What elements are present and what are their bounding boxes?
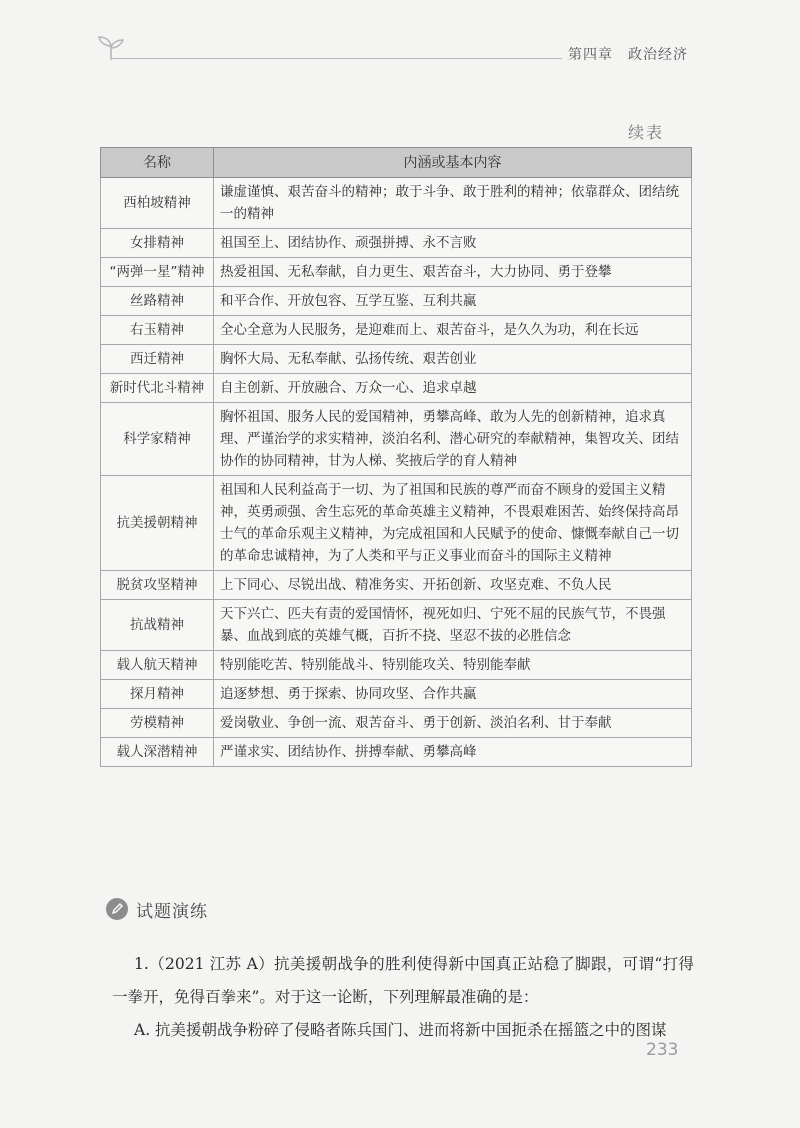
table-row	[101, 229, 692, 258]
row-name: 载人深潜精神	[101, 738, 214, 767]
row-name: 西迁精神	[101, 345, 214, 374]
row-content: 胸怀大局、无私奉献、弘扬传统、艰苦创业	[214, 345, 692, 374]
header-rule	[112, 58, 562, 59]
option-a: A. 抗美援朝战争粉碎了侵略者陈兵国门、进而将新中国扼杀在摇篮之中的图谋	[134, 1021, 667, 1039]
table-row	[101, 403, 692, 476]
row-name: 脱贫攻坚精神	[101, 571, 214, 600]
table-row	[101, 287, 692, 316]
row-name: 右玉精神	[101, 316, 214, 345]
pen-circle-icon	[106, 898, 128, 920]
row-name: “两弹一星”精神	[101, 258, 214, 287]
spirit-table	[100, 147, 692, 767]
header-content: 内涵或基本内容	[214, 148, 692, 178]
table-header-row	[101, 148, 692, 178]
row-name: 新时代北斗精神	[101, 374, 214, 403]
header-name: 名称	[101, 148, 214, 178]
row-content: 自主创新、开放融合、万众一心、追求卓越	[214, 374, 692, 403]
page-number: 233	[646, 1040, 679, 1060]
row-content: 祖国和人民利益高于一切、为了祖国和民族的尊严而奋不顾身的爱国主义精神，英勇顽强、舍生忘死的革命英雄主义精神，不畏艰难困苦、始终保持高昂士气的革命乐观主义精神，为完成祖国和人民赋予的使命、慷慨奉献自己一切的革命忠诚精神，为了人类和平与正义事业而奋斗的国际主义精神	[214, 476, 692, 571]
table-continued-label: 续表	[628, 123, 665, 142]
table-row	[101, 651, 692, 680]
table-row	[101, 345, 692, 374]
table-row	[101, 374, 692, 403]
table-row	[101, 476, 692, 571]
table-row	[101, 258, 692, 287]
table-row	[101, 316, 692, 345]
table-row	[101, 680, 692, 709]
row-content: 全心全意为人民服务，是迎难而上、艰苦奋斗，是久久为功，利在长远	[214, 316, 692, 345]
section-title: 试题演练	[136, 901, 208, 922]
row-content: 爱岗敬业、争创一流、艰苦奋斗、勇于创新、淡泊名利、甘于奉献	[214, 709, 692, 738]
row-content: 特别能吃苦、特别能战斗、特别能攻关、特别能奉献	[214, 651, 692, 680]
row-name: 载人航天精神	[101, 651, 214, 680]
chapter-title: 第四章 政治经济	[568, 47, 688, 63]
row-content: 和平合作、开放包容、互学互鉴、互利共赢	[214, 287, 692, 316]
section-heading	[106, 894, 208, 924]
table-row	[101, 709, 692, 738]
row-content: 热爱祖国、无私奉献，自力更生、艰苦奋斗，大力协同、勇于登攀	[214, 258, 692, 287]
row-content: 祖国至上、团结协作、顽强拼搏、永不言败	[214, 229, 692, 258]
row-name: 西柏坡精神	[101, 178, 214, 229]
row-name: 女排精神	[101, 229, 214, 258]
row-name: 抗美援朝精神	[101, 476, 214, 571]
row-name: 探月精神	[101, 680, 214, 709]
row-name: 科学家精神	[101, 403, 214, 476]
row-name: 丝路精神	[101, 287, 214, 316]
question-block	[112, 948, 694, 1047]
table-row	[101, 600, 692, 651]
row-content: 谦虚谨慎、艰苦奋斗的精神；敢于斗争、敢于胜利的精神；依靠群众、团结统一的精神	[214, 178, 692, 229]
table-row	[101, 738, 692, 767]
row-content: 天下兴亡、匹夫有责的爱国情怀，视死如归、宁死不屈的民族气节，不畏强暴、血战到底的英雄气概，百折不挠、坚忍不拔的必胜信念	[214, 600, 692, 651]
row-content: 严谨求实、团结协作、拼搏奉献、勇攀高峰	[214, 738, 692, 767]
row-content: 胸怀祖国、服务人民的爱国精神，勇攀高峰、敢为人先的创新精神，追求真理、严谨治学的求实精神，淡泊名利、潜心研究的奉献精神，集智攻关、团结协作的协同精神，甘为人梯、奖掖后学的育人精神	[214, 403, 692, 476]
row-content: 上下同心、尽锐出战、精准务实、开拓创新、攻坚克难、不负人民	[214, 571, 692, 600]
table-row	[101, 571, 692, 600]
row-content: 追逐梦想、勇于探索、协同攻坚、合作共赢	[214, 680, 692, 709]
row-name: 劳模精神	[101, 709, 214, 738]
row-name: 抗战精神	[101, 600, 214, 651]
table-row	[101, 178, 692, 229]
question-stem: 1.（2021 江苏 A）抗美援朝战争的胜利使得新中国真正站稳了脚跟，可谓“打得一拳开，免得百拳来”。对于这一论断，下列理解最准确的是：	[112, 955, 694, 1006]
